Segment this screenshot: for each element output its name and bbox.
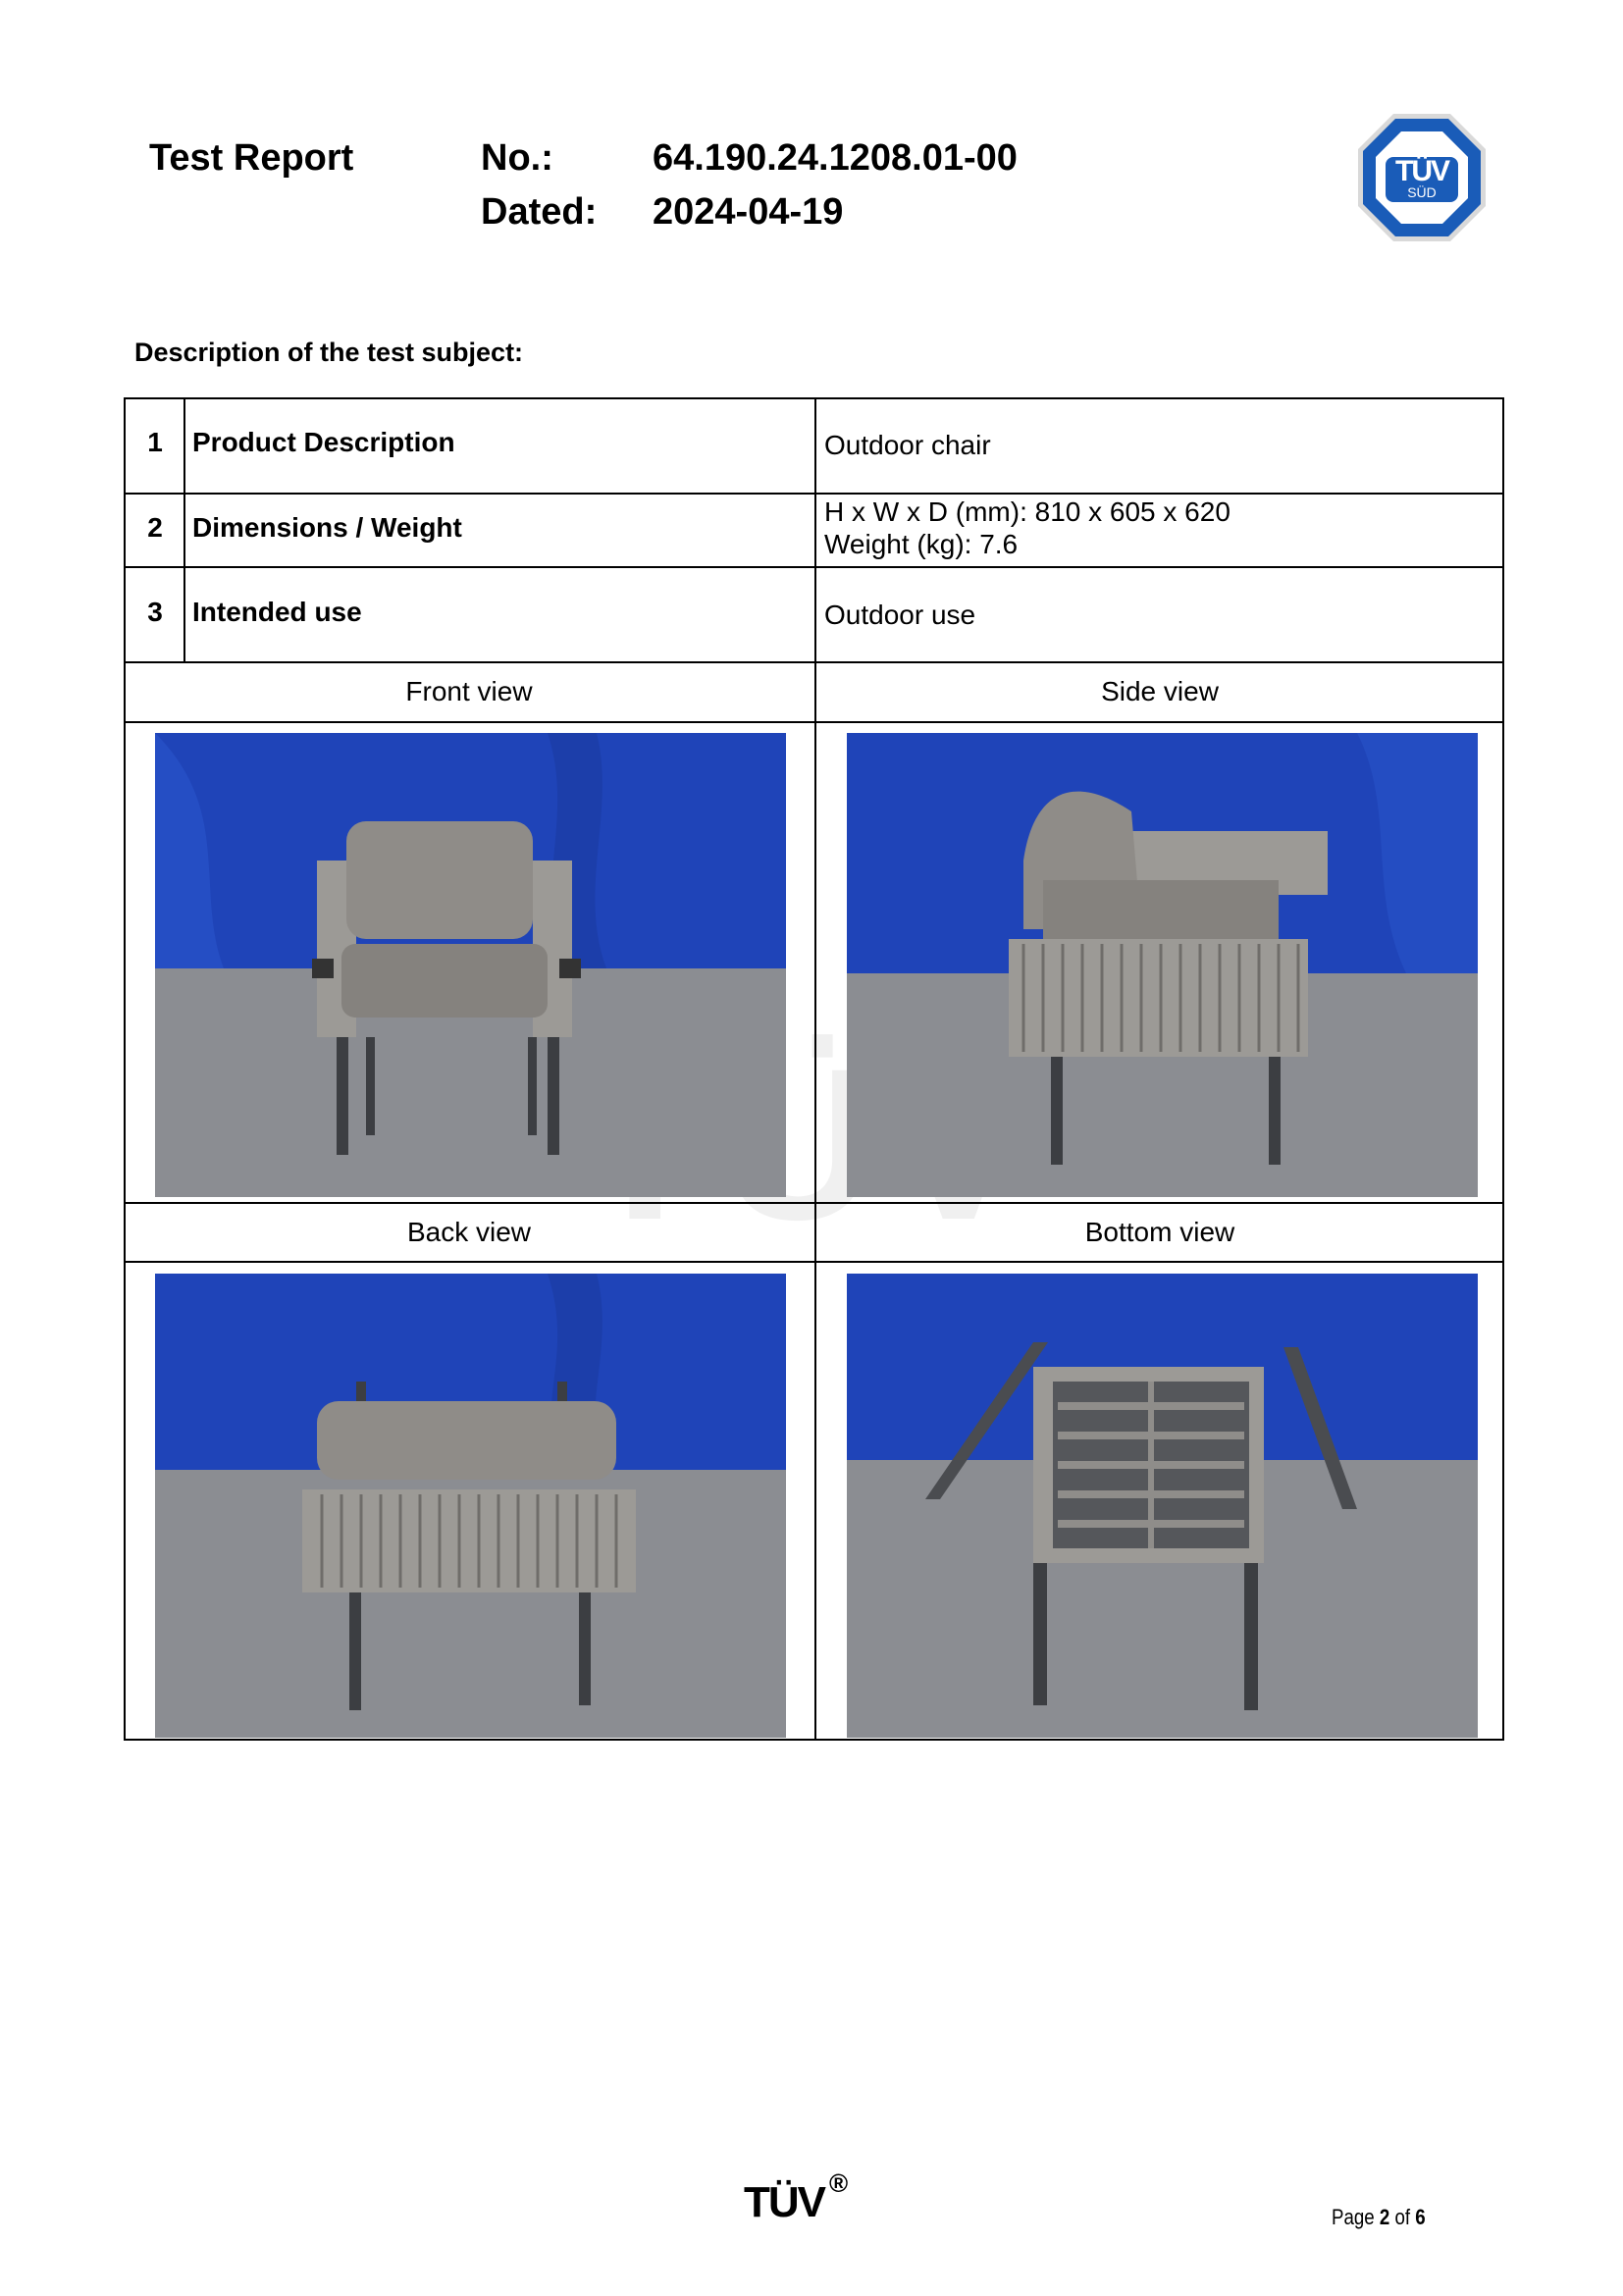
report-date-label: Dated: [481, 191, 598, 233]
page-number [1332, 2205, 1426, 2230]
page-separator: of [1389, 2205, 1416, 2229]
row-value-weight: Weight (kg): 7.6 [824, 529, 1019, 559]
side-view-photo [847, 733, 1478, 1197]
bottom-view-photo [847, 1274, 1478, 1738]
table-border-right [1502, 397, 1504, 1741]
row-label-intended-use: Intended use [192, 597, 362, 627]
row-label-product-description: Product Description [192, 427, 455, 457]
watermark: TÜV [579, 1023, 1040, 1265]
row-number: 3 [147, 597, 163, 627]
row-number: 1 [147, 427, 163, 457]
report-title: Test Report [149, 137, 354, 179]
back-view-label: Back view [406, 1217, 532, 1247]
row-number: 2 [147, 512, 163, 543]
table-column-divider [814, 397, 816, 1741]
logo-text-main: TÜV [1395, 155, 1448, 187]
back-view-photo [155, 1274, 786, 1738]
section-heading: Description of the test subject: [134, 338, 524, 367]
page-total: 6 [1415, 2205, 1426, 2229]
front-view-photo [155, 733, 786, 1197]
footer-brand: TÜV [744, 2178, 824, 2226]
footer-registered-mark: ® [829, 2168, 849, 2198]
report-date-value: 2024-04-19 [653, 191, 844, 233]
test-subject-table [124, 397, 1504, 1741]
side-view-label: Side view [1101, 676, 1219, 706]
page-current: 2 [1379, 2205, 1390, 2229]
report-number-value: 64.190.24.1208.01-00 [653, 137, 1018, 179]
tuv-sud-logo [1354, 110, 1490, 245]
report-number-label: No.: [481, 137, 553, 179]
row-label-dimensions-weight: Dimensions / Weight [192, 512, 462, 543]
logo-text-sub: SÜD [1407, 184, 1437, 200]
tuv-octagon-icon [1354, 110, 1490, 245]
row-value-intended-use: Outdoor use [824, 600, 976, 630]
bottom-view-label: Bottom view [1084, 1217, 1235, 1247]
front-view-label: Front view [405, 676, 533, 706]
row-value-dimensions: H x W x D (mm): 810 x 605 x 620 [824, 496, 1230, 527]
page-prefix: Page [1332, 2205, 1380, 2229]
row-value-product-description: Outdoor chair [824, 430, 991, 460]
